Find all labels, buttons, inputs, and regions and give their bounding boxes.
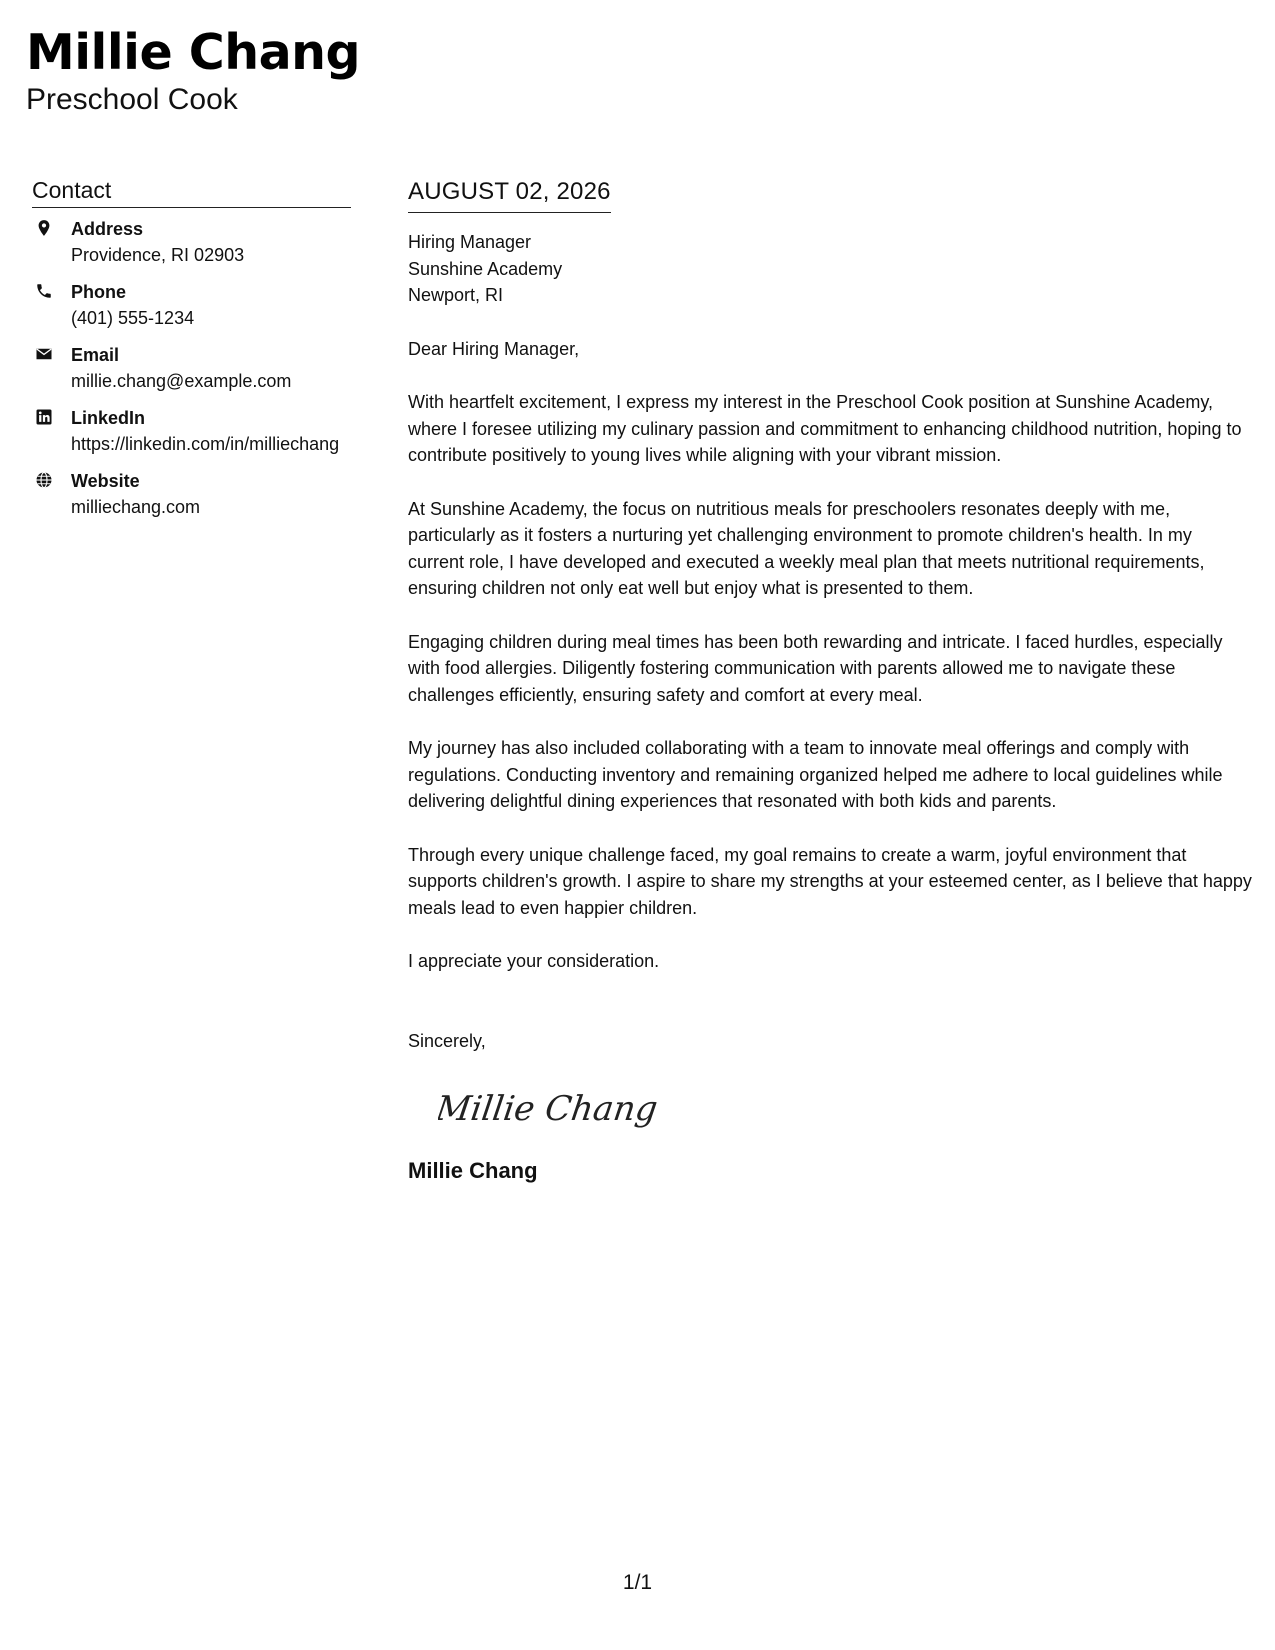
salutation: Dear Hiring Manager, (408, 338, 580, 359)
map-pin-icon (34, 218, 54, 238)
envelope-icon (34, 344, 54, 364)
phone-value: (401) 555-1234 (71, 308, 195, 328)
signer-name: Millie Chang (408, 1158, 538, 1183)
recipient-block (408, 229, 1252, 309)
recipient-location: Newport, RI (408, 285, 504, 305)
linkedin-label: LinkedIn (71, 408, 146, 428)
contact-item-email (32, 342, 351, 394)
globe-icon (34, 470, 54, 490)
contact-sidebar (32, 176, 351, 531)
signature-text: Millie Chang (438, 1089, 658, 1129)
paragraph: I appreciate your consideration. (408, 951, 660, 971)
header (26, 24, 360, 118)
letter-date: AUGUST 02, 2026 (408, 178, 611, 205)
linkedin-icon (34, 407, 54, 427)
website-value: milliechang.com (71, 497, 201, 517)
email-value: millie.chang@example.com (71, 371, 292, 391)
phone-icon (34, 281, 54, 301)
contact-item-phone (32, 279, 351, 331)
recipient-title: Hiring Manager (408, 232, 532, 252)
phone-label: Phone (71, 282, 127, 302)
page-number: 1/1 (622, 1571, 653, 1594)
linkedin-value: https://linkedin.com/in/milliechang (71, 434, 340, 454)
paragraph: With heartfelt excitement, I express my interest in the Preschool Cook position at Sunshine Academy, where I foresee utilizing my culinary passion and commitment to enhancing childhood nutrition, hoping to contribute positively to young lives while aligning with your vibrant mission. (408, 392, 1242, 465)
contact-item-linkedin (32, 405, 351, 457)
paragraph: My journey has also included collaborating with a team to innovate meal offerings and comply with regulations. Conducting inventory and remaining organized helped me adhere to local guidelines while delivering delightful dining experiences that resonated with both kids and parents. (408, 738, 1223, 811)
contact-list (32, 216, 351, 520)
letter-body (408, 176, 1252, 1186)
contact-heading: Contact (32, 176, 351, 208)
website-label: Website (71, 471, 140, 491)
recipient-company: Sunshine Academy (408, 258, 563, 279)
applicant-name: Millie Chang (26, 24, 361, 81)
address-label: Address (71, 219, 144, 239)
address-value: Providence, RI 02903 (71, 245, 245, 265)
closing: Sincerely, (408, 1030, 486, 1051)
signature-image (438, 1082, 1252, 1138)
date-block (408, 176, 611, 213)
email-label: Email (71, 345, 120, 365)
paragraph: At Sunshine Academy, the focus on nutritious meals for preschoolers resonates deeply with me, particularly as it fosters a nurturing yet challenging environment to promote children's health. In my current role, I have developed and executed a weekly meal plan that meets nutritional requirements, ensuring children not only eat well but enjoy what is presented to them. (408, 498, 1205, 598)
paragraph: Engaging children during meal times has been both rewarding and intricate. I faced hurdles, especially with food allergies. Diligently fostering communication with parents allowed me to navigate these challenges efficiently, ensuring safety and comfort at every meal. (408, 631, 1223, 705)
contact-item-website (32, 468, 351, 520)
contact-item-address (32, 216, 351, 268)
paragraph: Through every unique challenge faced, my goal remains to create a warm, joyful environment that supports children's growth. I aspire to share my strengths at your esteemed center, as I believe that happy meals lead to even happier children. (408, 844, 1252, 918)
applicant-role: Preschool Cook (26, 83, 238, 116)
